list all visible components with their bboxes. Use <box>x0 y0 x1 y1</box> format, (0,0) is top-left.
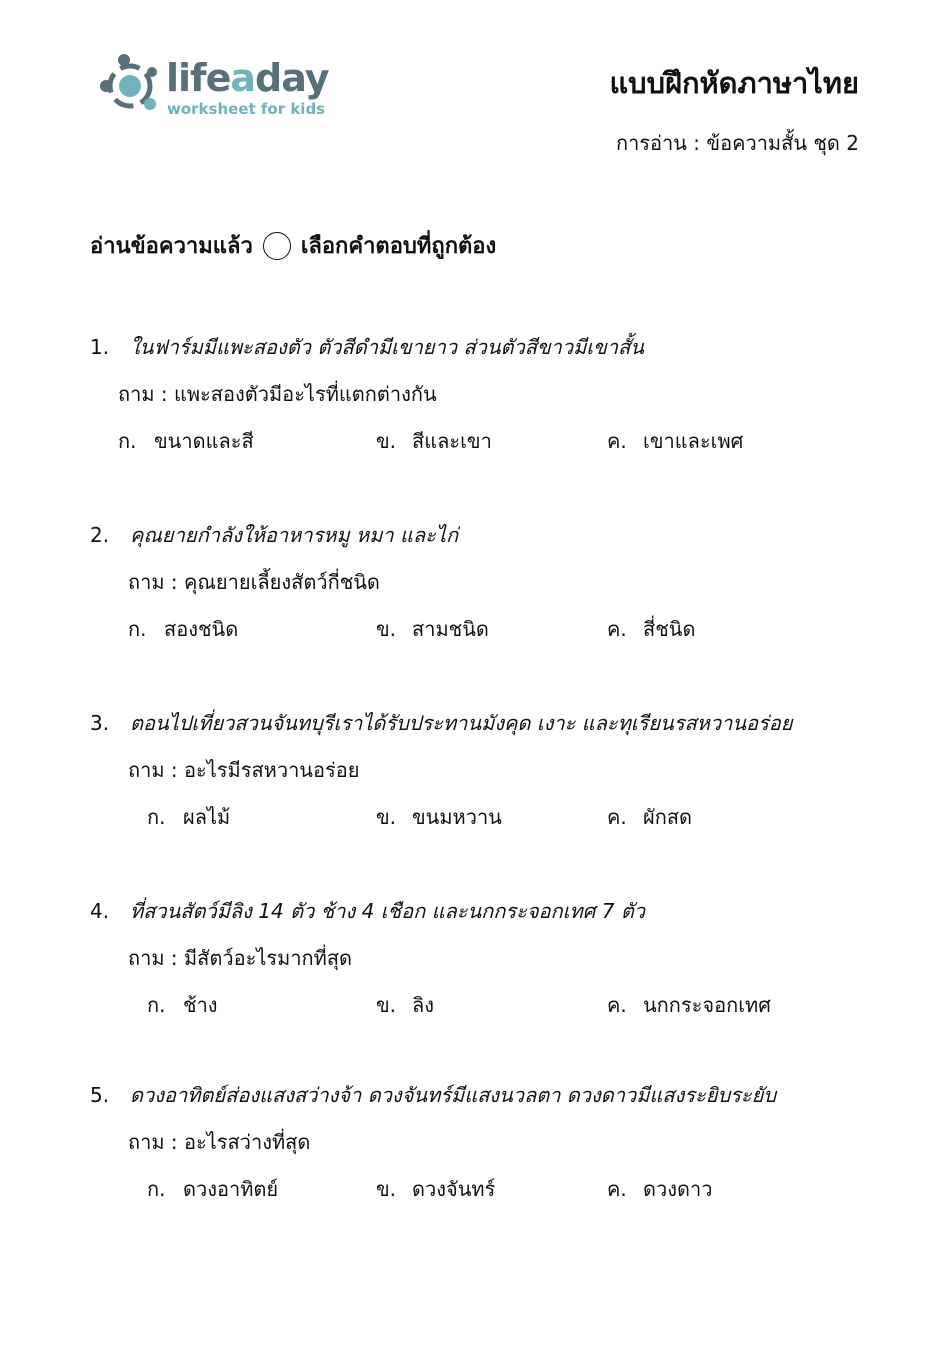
question-prompt: ถาม : แพะสองตัวมีอะไรที่แตกต่างกัน <box>118 382 437 406</box>
question-number: 3. <box>90 711 110 735</box>
option-c[interactable]: ค. สี่ชนิด <box>607 617 696 641</box>
logo-tagline: worksheet for kids <box>167 100 326 118</box>
question-prompt: ถาม : อะไรสว่างที่สุด <box>128 1130 311 1154</box>
option-b[interactable]: ข. ขนมหวาน <box>376 805 502 829</box>
option-c[interactable]: ค. เขาและเพศ <box>607 429 744 453</box>
option-a[interactable]: ก. ดวงอาทิตย์ <box>147 1177 279 1201</box>
option-b[interactable]: ข. ดวงจันทร์ <box>376 1177 496 1201</box>
question-number: 4. <box>90 899 110 923</box>
question-number: 1. <box>90 335 110 359</box>
question-number: 5. <box>90 1083 110 1107</box>
question-passage: ตอนไปเที่ยวสวนจันทบุรีเราได้รับประทานมังคุด เงาะ และทุเรียนรสหวานอร่อย <box>130 711 793 735</box>
option-a[interactable]: ก. ขนาดและสี <box>118 429 254 453</box>
option-b[interactable]: ข. ลิง <box>376 993 435 1017</box>
instruction-after: เลือกคำตอบที่ถูกต้อง <box>300 234 497 259</box>
question-passage: คุณยายกำลังให้อาหารหมู หมา และไก่ <box>130 523 459 547</box>
page-title: แบบฝึกหัดภาษาไทย <box>609 66 859 100</box>
instruction <box>90 228 496 263</box>
circle-icon <box>263 232 291 260</box>
question-passage: ในฟาร์มมีแพะสองตัว ตัวสีดำมีเขายาว ส่วนตัวสีขาวมีเขาสั้น <box>130 335 644 359</box>
option-b[interactable]: ข. สามชนิด <box>376 617 489 641</box>
question-prompt: ถาม : อะไรมีรสหวานอร่อย <box>128 758 360 782</box>
logo <box>100 52 340 122</box>
option-a[interactable]: ก. ผลไม้ <box>147 805 231 829</box>
option-c[interactable]: ค. ผักสด <box>607 805 693 829</box>
question-number: 2. <box>90 523 110 547</box>
question-prompt: ถาม : คุณยายเลี้ยงสัตว์กี่ชนิด <box>128 570 380 594</box>
page-subtitle: การอ่าน : ข้อความสั้น ชุด 2 <box>615 131 859 155</box>
molecule-logo-icon <box>100 52 166 122</box>
question-passage: ดวงอาทิตย์ส่องแสงสว่างจ้า ดวงจันทร์มีแสงนวลตา ดวงดาวมีแสงระยิบระยับ <box>130 1083 777 1107</box>
question-prompt: ถาม : มีสัตว์อะไรมากที่สุด <box>128 946 353 970</box>
option-c[interactable]: ค. ดวงดาว <box>607 1177 713 1201</box>
instruction-before: อ่านข้อความแล้ว <box>90 234 253 259</box>
question-passage: ที่สวนสัตว์มีลิง 14 ตัว ช้าง 4 เชือก และนกกระจอกเทศ 7 ตัว <box>130 899 646 923</box>
option-b[interactable]: ข. สีและเขา <box>376 429 492 453</box>
logo-wordmark: lifeaday <box>166 56 329 100</box>
option-a[interactable]: ก. สองชนิด <box>128 617 239 641</box>
option-a[interactable]: ก. ช้าง <box>147 993 218 1017</box>
option-c[interactable]: ค. นกกระจอกเทศ <box>607 993 771 1017</box>
